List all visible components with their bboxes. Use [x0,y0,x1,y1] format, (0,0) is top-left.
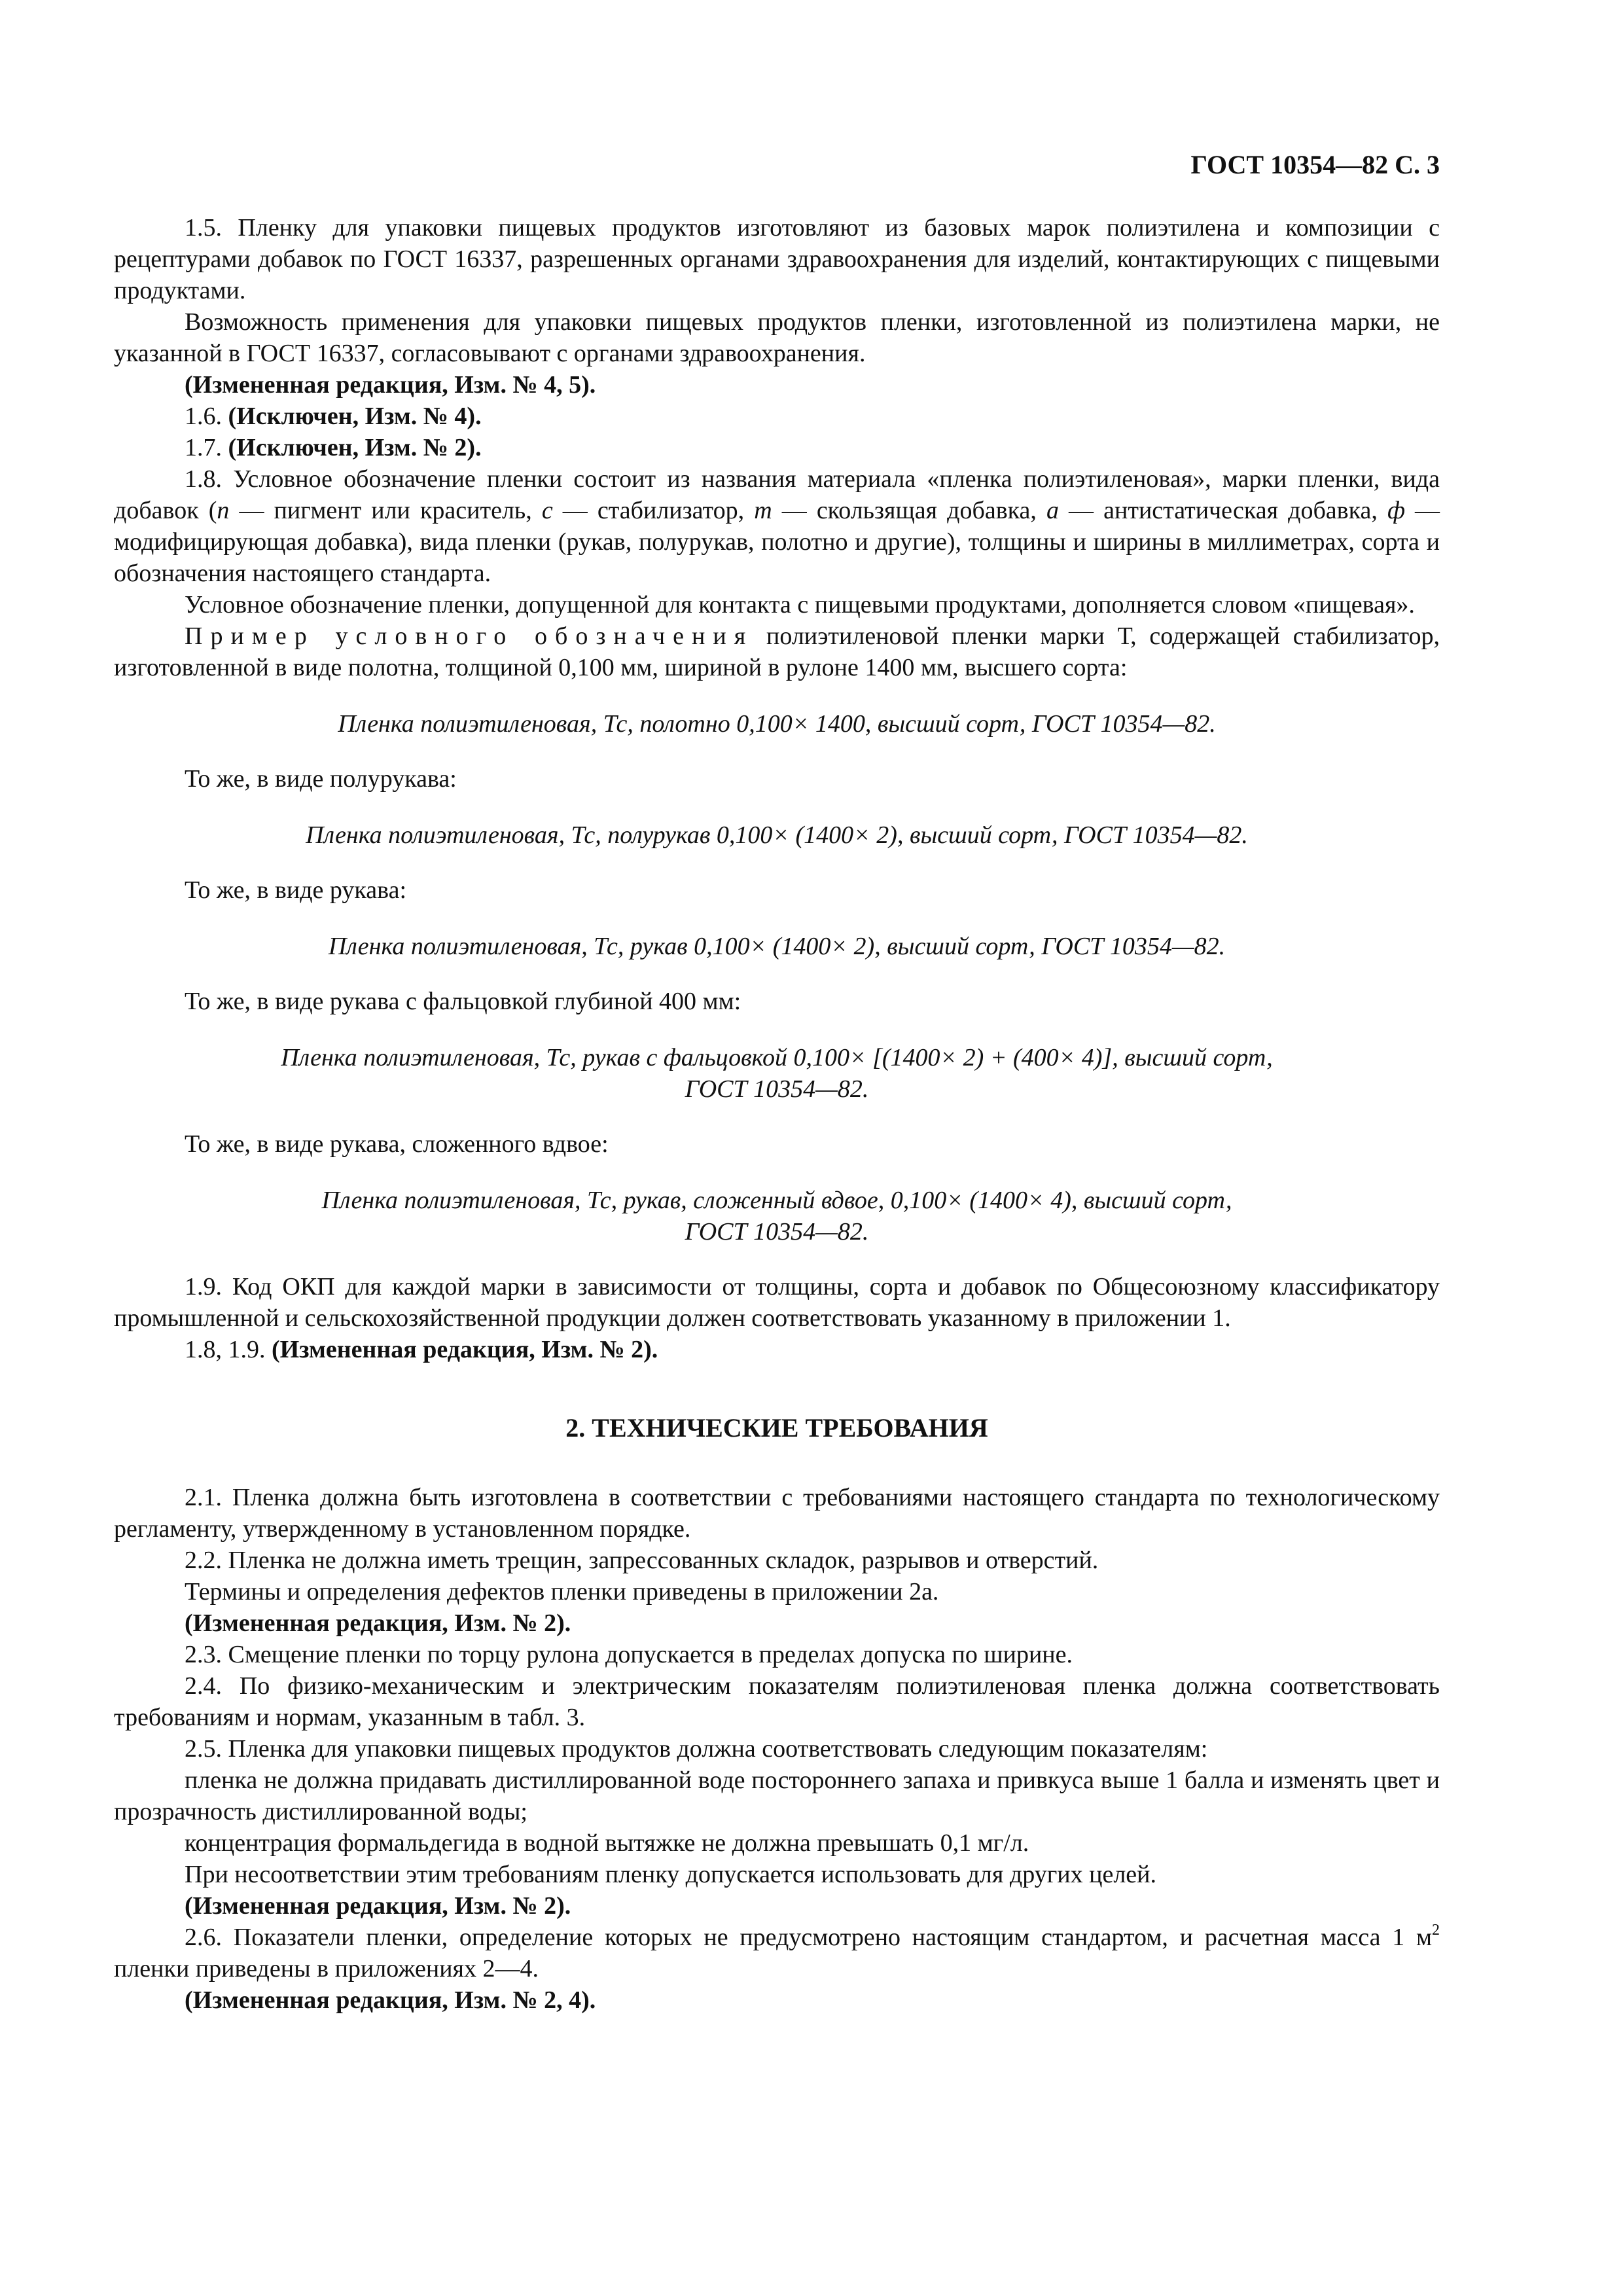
clause-1-8-paragraph: Условное обозначение пленки, допущенной для контакта с пищевыми продуктами, дополняется словом «пищевая». [185,591,1415,619]
same-as-line: То же, в виде рукава, сложенного вдвое: [185,1130,609,1158]
clause-1-5-paragraph: Возможность применения для упаковки пищевых продуктов пленки, изготовленной из полиэтилена марки, не указанной в ГОСТ 16337, согласовывают с органами здравоохранения. [114,308,1440,367]
clause-number: 1.6. [185,403,222,430]
section-heading: 2. ТЕХНИЧЕСКИЕ ТРЕБОВАНИЯ [565,1413,988,1443]
amendment-note: (Измененная редакция, Изм. № 2). [185,1609,571,1637]
text-run: — антистатическая добавка, [1058,497,1387,524]
clause-number: 1.7. [185,434,222,461]
text-run: — модифицирующая добавка), вида пленки (рукав, полурукав, полотно и другие), толщины и ширины в миллиметрах, сорта и обозначения настоящего стандарта. [114,497,1440,587]
document-page [114,149,1440,2016]
clause-1-8-1-9 [114,1334,1440,1365]
superscript: 2 [1432,1922,1440,1939]
clause-2-2: 2.2. Пленка не должна иметь трещин, запрессованных складок, разрывов и отверстий. [185,1547,1099,1574]
example-line: ГОСТ 10354—82. [685,1075,869,1103]
clause-1-5: 1.5. Пленку для упаковки пищевых продуктов изготовляют из базовых марок полиэтилена и композиции с рецептурами добавок по ГОСТ 16337, разрешенных органами здравоохранения для изделий, контактирующих с пищевыми продуктами. [114,214,1440,304]
example-line: Пленка полиэтиленовая, Тс, рукав, сложенный вдвое, 0,100× (1400× 4), высший сорт, [321,1187,1232,1214]
same-as-line: То же, в виде полурукава: [185,765,457,793]
page-header: ГОСТ 10354—82 С. 3 [1190,150,1440,179]
symbol: с [541,497,553,524]
example-designation: Пленка полиэтиленовая, Тс, полотно 0,100× 1400, высший сорт, ГОСТ 10354—82. [338,710,1216,738]
amendment-note: (Измененная редакция, Изм. № 4, 5). [185,371,596,399]
amendment-note: (Измененная редакция, Изм. № 2, 4). [185,1986,596,2014]
clause-2-5: 2.5. Пленка для упаковки пищевых продуктов должна соответствовать следующим показателям: [185,1735,1208,1763]
clause-2-2-paragraph: Термины и определения дефектов пленки приведены в приложении 2а. [185,1578,939,1605]
amendment-note: (Измененная редакция, Изм. № 2). [185,1892,571,1920]
clause-2-1: 2.1. Пленка должна быть изготовлена в соответствии с требованиями настоящего стандарта по технологическому регламенту, утвержденному в установленном порядке. [114,1484,1440,1543]
clause-1-9: 1.9. Код ОКП для каждой марки в зависимости от толщины, сорта и добавок по Общесоюзному классификатору промышленной и сельскохозяйственной продукции должен соответствовать указанному в приложении 1. [114,1273,1440,1332]
clause-2-3: 2.3. Смещение пленки по торцу рулона допускается в пределах допуска по ширине. [185,1641,1073,1668]
same-as-line: То же, в виде рукава с фальцовкой глубиной 400 мм: [185,988,741,1015]
clause-1-8 [114,463,1440,589]
clause-2-5-paragraph: При несоответствии этим требованиям пленку допускается использовать для других целей. [185,1861,1156,1888]
clause-1-6 [114,401,1440,432]
same-as-line: То же, в виде рукава: [185,876,407,904]
example-line: ГОСТ 10354—82. [685,1218,869,1246]
text-run: пленки приведены в приложениях 2—4. [114,1955,539,1982]
example-designation: Пленка полиэтиленовая, Тс, полурукав 0,100× (1400× 2), высший сорт, ГОСТ 10354—82. [306,821,1248,849]
clause-1-7 [114,432,1440,463]
symbol: п [217,497,230,524]
text-run: 2.6. Показатели пленки, определение которых не предусмотрено настоящим стандартом, и расчетная масса 1 м [185,1924,1432,1951]
symbol: т [754,497,772,524]
example-intro [114,620,1440,683]
example-heading: Пример условного обозначения [185,622,754,650]
clause-2-4: 2.4. По физико-механическим и электрическим показателям полиэтиленовая пленка должна соответствовать требованиям и нормам, указанным в табл. 3. [114,1672,1440,1731]
text-run: 1.8. Условное обозначение пленки состоит из названия материала «пленка полиэтиленовая», марки пленки, вида добавок ( [114,465,1440,524]
excluded-note: (Исключен, Изм. № 4). [228,403,482,430]
example-designation: Пленка полиэтиленовая, Тс, рукав 0,100× (1400× 2), высший сорт, ГОСТ 10354—82. [328,933,1226,960]
text-run: — пигмент или краситель, [229,497,542,524]
example-line: Пленка полиэтиленовая, Тс, рукав с фальцовкой 0,100× [(1400× 2) + (400× 4)], высший сорт, [281,1044,1273,1071]
text-run: — скользящая добавка, [772,497,1046,524]
clause-2-5-item: пленка не должна придавать дистиллированной воде постороннего запаха и привкуса выше 1 балла и изменять цвет и прозрачность дистиллированной воды; [114,1767,1440,1825]
symbol: ф [1387,497,1405,524]
example-designation [114,1185,1440,1247]
symbol: а [1046,497,1059,524]
clause-2-5-item: концентрация формальдегида в водной вытяжке не должна превышать 0,1 мг/л. [185,1829,1029,1857]
text-run: — стабилизатор, [552,497,755,524]
excluded-note: (Исключен, Изм. № 2). [228,434,482,461]
clause-2-6 [114,1922,1440,1984]
example-description: полиэтиленовой пленки марки Т, содержащей стабилизатор, изготовленной в виде полотна, толщиной 0,100 мм, шириной в рулоне 1400 мм, высшего сорта: [114,622,1440,681]
amendment-note: (Измененная редакция, Изм. № 2). [272,1336,658,1363]
clause-number: 1.8, 1.9. [185,1336,266,1363]
example-designation [114,1042,1440,1105]
